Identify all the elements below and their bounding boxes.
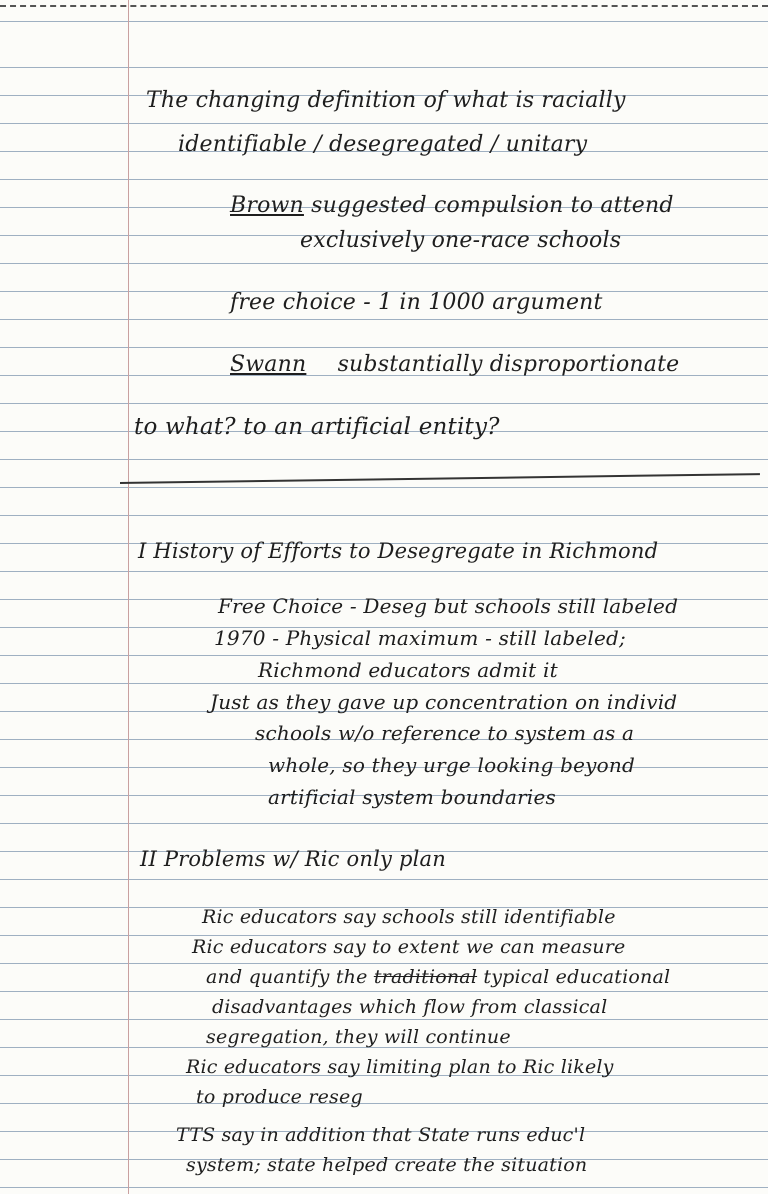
swann-word: Swann [230,352,307,377]
brown-line-2: exclusively one-race schools [300,228,622,253]
line3-pre: and quantify the [206,966,368,988]
brown-rest: suggested compulsion to attend [311,193,674,218]
section1-line-5: schools w/o reference to system as a [255,721,635,745]
struck-word: traditional [373,966,478,988]
section1-heading: I History of Efforts to Desegregate in Richmond [138,539,659,563]
section2-line-6: Ric educators say limiting plan to Ric likely [186,1056,614,1078]
margin-line [128,0,129,1194]
section2-line-5: segregation, they will continue [206,1026,511,1048]
section2-line-4: disadvantages which flow from classical [212,996,608,1018]
section2-heading: II Problems w/ Ric only plan [140,847,446,871]
section1-line-2: 1970 - Physical maximum - still labeled; [214,626,626,650]
divider-rule [120,473,760,484]
section1-line-1: Free Choice - Deseg but schools still labeled [218,594,679,618]
section2-line-9: system; state helped create the situation [186,1154,588,1176]
section1-line-4: Just as they gave up concentration on individ [210,690,678,714]
brown-word: Brown [230,193,304,218]
section1-line-7: artificial system boundaries [268,785,557,809]
section2-line-3 [206,964,670,990]
section1-line-6: whole, so they urge looking beyond [268,753,635,777]
swann-rest: substantially disproportionate [337,352,680,377]
section1-line-3: Richmond educators admit it [258,658,558,682]
free-choice-line: free choice - 1 in 1000 argument [230,290,603,315]
perforation-edge [0,5,768,7]
section2-line-8: TTS say in addition that State runs educ'l [176,1124,586,1146]
swann-line [230,352,679,378]
section2-line-7: to produce reseg [196,1086,363,1108]
line3-post: typical educational [483,966,671,988]
section2-line-2: Ric educators say to extent we can measure [192,936,626,958]
section2-line-1: Ric educators say schools still identifiable [202,906,616,928]
question-line: to what? to an artificial entity? [134,414,500,440]
intro-line-2: identifiable / desegregated / unitary [178,132,588,157]
intro-line-1: The changing definition of what is racially [146,88,626,113]
brown-line [230,193,674,219]
